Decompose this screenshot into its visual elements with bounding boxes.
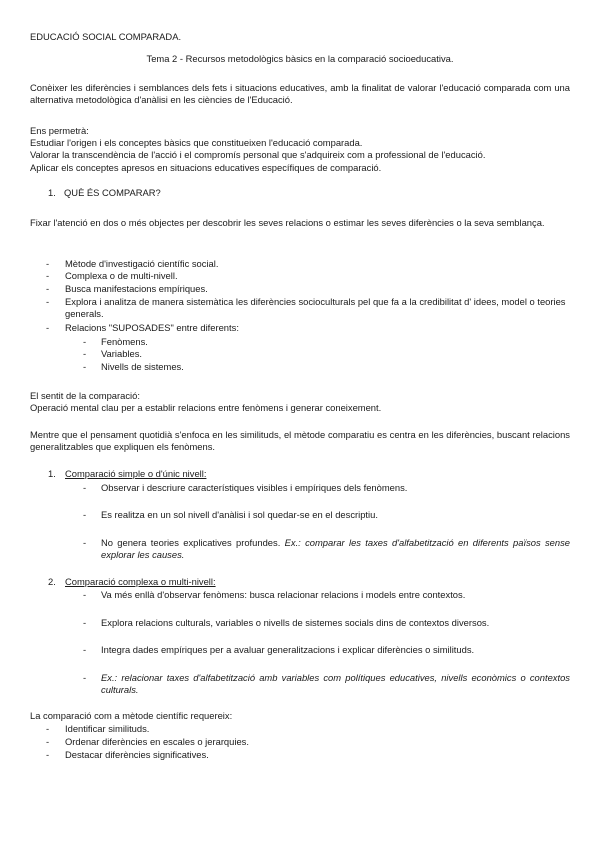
- objective-item: Estudiar l'origen i els conceptes bàsics que constitueixen l'educació comparada.: [30, 137, 363, 148]
- section1-bullet: Relacions "SUPOSADES" entre diferents:: [65, 322, 239, 333]
- bullet-dash: -: [46, 270, 50, 281]
- document-subtitle: Tema 2 - Recursos metodològics bàsics en la comparació socioeducativa.: [146, 53, 454, 64]
- bullet-dash: -: [83, 589, 87, 600]
- section1-sub-bullet: Nivells de sistemes.: [101, 361, 184, 372]
- bullet-dash: -: [46, 749, 50, 760]
- complex-item: Explora relacions culturals, variables o nivells de sistemes socials dins de contextos diversos.: [101, 617, 490, 628]
- section1-bullet: Complexa o de multi-nivell.: [65, 270, 178, 281]
- section1-bullet: Explora i analitza de manera sistemàtica les diferències socioculturals pel que fa a la credibilitat d' idees, model o teories generals.: [65, 296, 566, 319]
- complex-heading: Comparació complexa o multi-nivell:: [65, 576, 216, 587]
- simple-item-example: Ex.: comparar les taxes d'alfabetització en diferents països sense explorar les causes.: [101, 537, 570, 560]
- complex-example: Ex.: relacionar taxes d'alfabetització amb variables com polítiques educatives, nivells econòmics o contextos culturals.: [101, 672, 570, 695]
- section1-sub-bullet: Variables.: [101, 348, 142, 359]
- complex-item: Va més enllà d'observar fenòmens: busca relacionar relacions i models entre contextos.: [101, 589, 466, 600]
- sub-bullet-dash: -: [83, 336, 87, 347]
- bullet-dash: -: [83, 617, 87, 628]
- bullet-dash: -: [46, 723, 50, 734]
- sense-text: Operació mental clau per a establir relacions entre fenòmens i generar coneixement.: [30, 402, 382, 413]
- document-title: EDUCACIÓ SOCIAL COMPARADA.: [30, 31, 182, 42]
- simple-item-last: [101, 537, 570, 561]
- section1-sub-bullet: Fenòmens.: [101, 336, 148, 347]
- intro-paragraph: Conèixer les diferències i semblances dels fets i situacions educatives, amb la finalitat de valorar l'educació comparada com una alternativa metodològica d'anàlisi en les ciències de l'Educació.: [30, 82, 570, 105]
- section1-definition: Fixar l'atenció en dos o més objectes per descobrir les seves relacions o estimar les seves diferències o la seva semblança.: [30, 217, 545, 228]
- bullet-dash: -: [83, 644, 87, 655]
- objectives-heading: Ens permetrà:: [30, 125, 89, 136]
- method-item: Ordenar diferències en escales o jerarquies.: [65, 736, 249, 747]
- bullet-dash: -: [83, 482, 87, 493]
- bullet-dash: -: [46, 283, 50, 294]
- complex-item: Integra dades empíriques per a avaluar generalitzacions i explicar diferències o similituds.: [101, 644, 475, 655]
- section1-number: 1.: [48, 187, 56, 198]
- method-item: Destacar diferències significatives.: [65, 749, 209, 760]
- method-item: Identificar similituds.: [65, 723, 150, 734]
- sub-bullet-dash: -: [83, 361, 87, 372]
- simple-item: Es realitza en un sol nivell d'anàlisi i sol quedar-se en el descriptiu.: [101, 509, 378, 520]
- simple-heading: Comparació simple o d'únic nivell:: [65, 468, 207, 479]
- bullet-dash: -: [46, 736, 50, 747]
- sense-heading: El sentit de la comparació:: [30, 390, 140, 401]
- method-heading: La comparació com a mètode científic requereix:: [30, 710, 233, 721]
- simple-item-plain: No genera teories explicatives profundes.: [101, 537, 281, 548]
- bullet-dash: -: [83, 509, 87, 520]
- objective-item: Aplicar els conceptes apresos en situacions educatives específiques de comparació.: [30, 162, 382, 173]
- bullet-dash: -: [46, 258, 50, 269]
- bullet-dash: -: [83, 672, 87, 683]
- section1-bullet: Mètode d'investigació científic social.: [65, 258, 219, 269]
- section1-bullet: Busca manifestacions empíriques.: [65, 283, 208, 294]
- objective-item: Valorar la transcendència de l'acció i el compromís personal que s'adquireix com a professional de l'educació.: [30, 149, 486, 160]
- simple-number: 1.: [48, 468, 56, 479]
- section1-heading: QUÈ ÉS COMPARAR?: [64, 187, 161, 198]
- bullet-dash: -: [46, 296, 50, 307]
- bullet-dash: -: [46, 322, 50, 333]
- sub-bullet-dash: -: [83, 348, 87, 359]
- simple-item: Observar i descriure característiques visibles i empíriques dels fenòmens.: [101, 482, 408, 493]
- bullet-dash: -: [83, 537, 87, 548]
- complex-number: 2.: [48, 576, 56, 587]
- sense-paragraph: Mentre que el pensament quotidià s'enfoca en les similituds, el mètode comparatiu es centra en les diferències, buscant relacions generalitzables que expliquen els fenòmens.: [30, 429, 570, 452]
